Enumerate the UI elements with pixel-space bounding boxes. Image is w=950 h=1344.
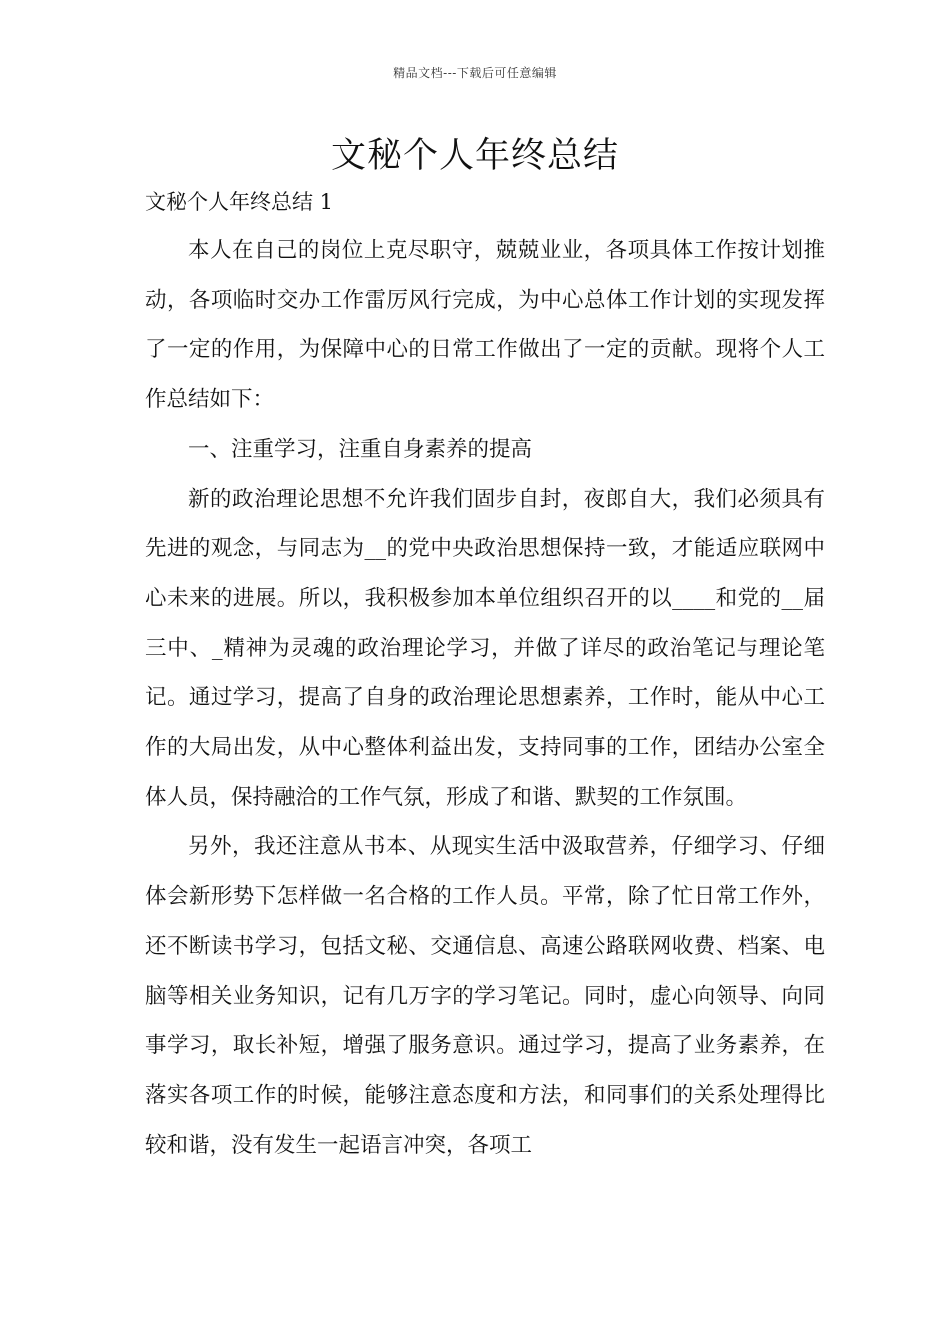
paragraph-additional: 另外，我还注意从书本、从现实生活中汲取营养，仔细学习、仔细体会新形势下怎样做一名合格的工作人员。平常，除了忙日常工作外，还不断读书学习，包括文秘、交通信息、高速公路联网收费、档案、电脑等相关业务知识，记有几万字的学习笔记。同时，虚心向领导、向同事学习，取长补短，增强了服务意识。通过学习，提高了业务素养，在落实各项工作的时候，能够注意态度和方法，和同事们的关系处理得比较和谐，没有发生一起语言冲突，各项工 — [145, 834, 825, 1158]
section-heading: 一、注重学习，注重自身素养的提高 — [188, 436, 533, 462]
paragraph-intro: 本人在自己的岗位上克尽职守，兢兢业业，各项具体工作按计划推动，各项临时交办工作雷厉风行完成，为中心总体工作计划的实现发挥了一定的作用，为保障中心的日常工作做出了一定的贡献。现将个人工作总结如下： — [145, 238, 825, 413]
document-title: 文秘个人年终总结 — [330, 136, 619, 176]
document-body — [145, 226, 825, 1170]
header-note: 精品文档---下载后可任意编辑 — [393, 66, 557, 80]
document-subtitle: 文秘个人年终总结 1 — [145, 190, 334, 214]
paragraph-study: 新的政治理论思想不允许我们固步自封，夜郎自大，我们必须具有先进的观念，与同志为__的党中央政治思想保持一致，才能适应联网中心未来的进展。所以，我积极参加本单位组织召开的以____和党的__届三中、_精神为灵魂的政治理论学习，并做了详尽的政治笔记与理论笔记。通过学习，提高了自身的政治理论思想素养，工作时，能从中心工作的大局出发，从中心整体利益出发，支持同事的工作，团结办公室全体人员，保持融洽的工作气氛，形成了和谐、默契的工作氛围。 — [145, 486, 825, 810]
